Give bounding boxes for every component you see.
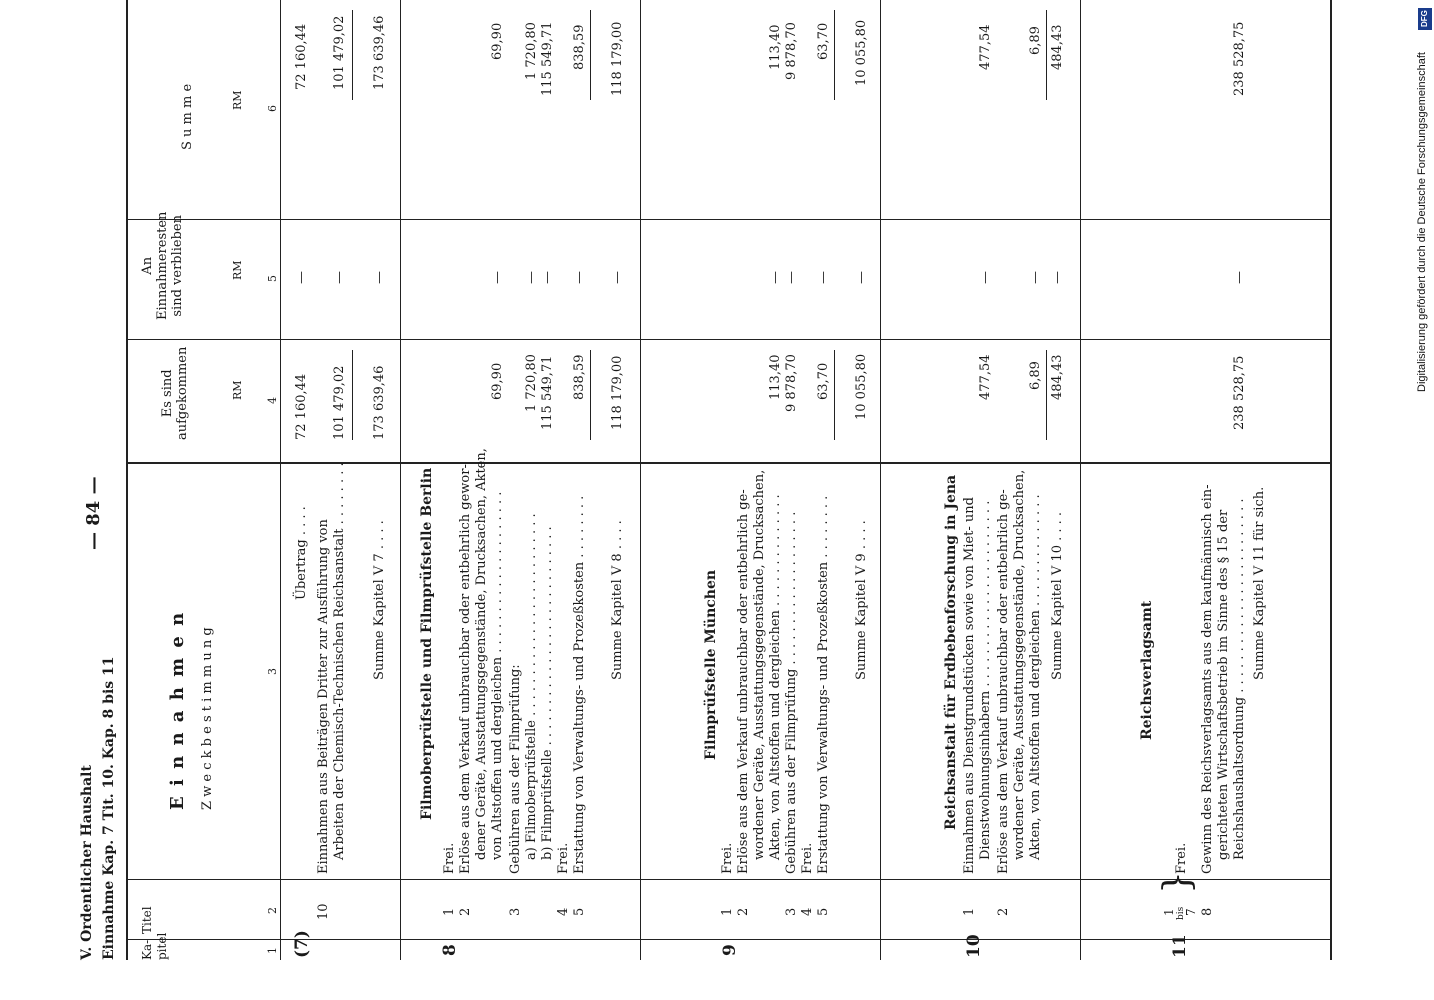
k10-title-1-text-1: Einnahmen aus Dienstgrundstücken sowie von Miet- und xyxy=(962,497,977,874)
k8-title-3b-col4: 115 549,71 xyxy=(540,355,555,430)
col2-header: Titel xyxy=(140,906,154,934)
sum-rule-k8-c4 xyxy=(590,350,591,440)
k11-title-1-number: 1 xyxy=(1162,908,1176,916)
page-number: — 84 — xyxy=(83,476,104,550)
k8-title-3b-text: b) Filmprüfstelle . . . . . . . . . . . . . . . . . . . . . . . . . . . xyxy=(540,526,555,860)
title-10-text-2: Arbeiten der Chemisch-Technischen Reichsanstalt . . . . . . . . xyxy=(332,462,347,860)
sum-rule-k8-c6 xyxy=(590,10,591,100)
title-10-number: 10 xyxy=(316,903,331,920)
col5-unit: RM xyxy=(231,260,244,280)
k10-title-2-text-3: Akten, von Altstoffen und dergleichen . . . . . . . . . . . . . . xyxy=(1028,494,1043,860)
col-divider-2 xyxy=(126,879,1330,880)
k8-title-3a-col6: 1 720,80 xyxy=(524,22,539,80)
sum-k8-col4: 118 179,00 xyxy=(610,355,625,430)
col5-dash-6: — xyxy=(540,271,555,284)
k9-title-1-number: 1 xyxy=(720,907,735,916)
col5-dash-11: — xyxy=(816,271,831,284)
k10-title-1-number: 1 xyxy=(962,907,977,916)
k9-title-2-text-2: wordener Geräte, Ausstattungsgegenstände, Drucksachen, xyxy=(752,469,767,860)
col5-dash-7: — xyxy=(572,271,587,284)
k11-title-8-text-2: gerichteten Wirtschaftsbetrieb im Sinne des § 15 der xyxy=(1216,509,1231,860)
k9-title-2-col4: 113,40 xyxy=(768,354,783,400)
running-head-2: Einnahme Kap. 7 Tit. 10. Kap. 8 bis 11 xyxy=(101,656,117,960)
col5-dash-10: — xyxy=(784,271,799,284)
k8-title-1-number: 1 xyxy=(442,907,457,916)
k8-title-2-text-3: von Altstoffen und dergleichen . . . . . . . . . . . . . . . . . . . . xyxy=(490,491,505,860)
k10-title-2-number: 2 xyxy=(996,907,1011,916)
col4-unit: RM xyxy=(231,380,244,400)
k9-title-4-text: Frei. xyxy=(800,842,815,874)
col-number-1: 1 xyxy=(266,947,279,954)
col5-dash-15: — xyxy=(1050,271,1065,284)
sum-rule-k7-c4 xyxy=(352,350,353,440)
k9-title-5-col4: 63,70 xyxy=(816,362,831,400)
header-bottom-rule xyxy=(280,0,281,960)
sum-k9-col4: 10 055,80 xyxy=(854,353,869,420)
col5-dash-2: — xyxy=(332,271,347,284)
running-head: V. Ordentlicher Haushalt xyxy=(79,765,95,960)
k9-title-5-text: Erstattung von Verwaltungs- und Prozeßkosten . . . . . . . . xyxy=(816,495,831,874)
k8-title-2-col6: 69,90 xyxy=(490,22,505,60)
k8-title-3a-text: a) Filmoberprüfstelle . . . . . . . . . . . . . . . . . . . . . . . . . xyxy=(524,513,539,860)
k8-title-1-text: Frei. xyxy=(442,842,457,874)
sum-rule-k9-c4 xyxy=(834,350,835,440)
k10-title-2-text-2: wordener Geräte, Ausstattungsgegenstände, Drucksachen, xyxy=(1012,469,1027,860)
sum-k10-col4: 484,43 xyxy=(1050,354,1065,400)
title-10-text-1: Einnahmen aus Beiträgen Dritter zur Ausführung von xyxy=(316,519,331,874)
col5-dash-8: — xyxy=(610,271,625,284)
k8-title-2-number: 2 xyxy=(458,907,473,916)
uebertrag-col6: 72 160,44 xyxy=(294,23,309,90)
k9-title-5-number: 5 xyxy=(816,907,831,916)
sum-k11-label: Summe Kapitel V 11 für sich. xyxy=(1252,486,1267,680)
k11-title-8-number: 8 xyxy=(1200,907,1215,916)
chapter-rule-8 xyxy=(640,0,641,960)
k11-title-8-col6: 238 528,75 xyxy=(1232,21,1247,96)
chapter-11-title: Reichsverlagsamt xyxy=(1139,600,1155,740)
col5-dash-14: — xyxy=(1028,271,1043,284)
chapter-11-label: 11 xyxy=(1170,934,1190,958)
chapter-rule-7 xyxy=(400,0,401,960)
sum-k7-col6: 173 639,46 xyxy=(372,15,387,90)
col6-header: S u m m e xyxy=(180,83,195,150)
document-page xyxy=(80,0,1360,960)
k9-title-2-text-3: Akten, von Altstoffen und dergleichen . . . . . . . . . . . . . . xyxy=(768,494,783,860)
k11-title-7-number: 7 xyxy=(1184,908,1198,916)
col3-subtitle: Z w e c k b e s t i m m u n g xyxy=(200,627,215,810)
k9-title-2-col6: 113,40 xyxy=(768,24,783,70)
k11-title-8-text-1: Gewinn des Reichsverlagsamts aus dem kaufmännisch ein- xyxy=(1200,484,1215,874)
col5-dash-9: — xyxy=(768,271,783,284)
chapter-8-label: 8 xyxy=(440,944,460,956)
sum-k9-col6: 10 055,80 xyxy=(854,19,869,86)
col-number-5: 5 xyxy=(266,275,279,282)
col-number-6: 6 xyxy=(266,105,279,112)
k11-brace: } xyxy=(1157,871,1198,894)
sum-k9-label: Summe Kapitel V 9 . . . . xyxy=(854,520,869,680)
k9-title-3-col6: 9 878,70 xyxy=(784,22,799,80)
sum-k7-label: Summe Kapitel V 7 . . . . xyxy=(372,520,387,680)
col5-dash-12: — xyxy=(854,271,869,284)
chapter-7-label: (7) xyxy=(292,930,312,958)
sum-rule-k9-c6 xyxy=(834,10,835,100)
k8-title-5-col4: 838,59 xyxy=(572,354,587,400)
chapter-8-title: Filmoberprüfstelle und Filmprüfstelle Berlin xyxy=(419,467,435,820)
col6-unit: RM xyxy=(231,90,244,110)
k10-title-2-col6: 6,89 xyxy=(1028,26,1043,55)
chapter-10-title: Reichsanstalt für Erdbebenforschung in Jena xyxy=(943,474,959,830)
k8-title-5-text: Erstattung von Verwaltungs- und Prozeßkosten . . . . . . . . xyxy=(572,495,587,874)
col5-dash-16: — xyxy=(1232,271,1247,284)
sum-k8-label: Summe Kapitel V 8 . . . . xyxy=(610,520,625,680)
k8-title-3-number: 3 xyxy=(508,907,523,916)
k8-title-5-col6: 838,59 xyxy=(572,24,587,70)
table-top-rule xyxy=(126,0,128,960)
dfg-logo: DFG xyxy=(1418,8,1432,30)
col-number-4: 4 xyxy=(266,397,279,404)
col4-header: Es sind aufgekommen xyxy=(160,346,190,440)
col-divider-4 xyxy=(126,339,1330,340)
col5-dash-1: — xyxy=(294,271,309,284)
k9-title-4-number: 4 xyxy=(800,907,815,916)
k9-title-2-number: 2 xyxy=(736,907,751,916)
k10-title-1-text-2: Dienstwohnungsinhabern . . . . . . . . . . . . . . . . . . . . . . . xyxy=(978,500,993,860)
k10-title-1-col6: 477,54 xyxy=(978,24,993,70)
chapter-9-title: Filmprüfstelle München xyxy=(703,569,719,760)
k8-title-3-text: Gebühren aus der Filmprüfung: xyxy=(508,664,523,874)
col5-dash-3: — xyxy=(372,271,387,284)
k11-title-8-col4: 238 528,75 xyxy=(1232,355,1247,430)
col5-dash-5: — xyxy=(524,271,539,284)
k8-title-3b-col6: 115 549,71 xyxy=(540,21,555,96)
k9-title-5-col6: 63,70 xyxy=(816,22,831,60)
k8-title-5-number: 5 xyxy=(572,907,587,916)
k8-title-4-text: Frei. xyxy=(556,842,571,874)
k9-title-2-text-1: Erlöse aus dem Verkauf unbrauchbar oder entbehrlich ge- xyxy=(736,489,751,874)
k8-title-2-col4: 69,90 xyxy=(490,362,505,400)
sum-k7-col4: 173 639,46 xyxy=(372,365,387,440)
k9-title-3-col4: 9 878,70 xyxy=(784,354,799,412)
col5-dash-13: — xyxy=(978,271,993,284)
k9-title-3-text: Gebühren aus der Filmprüfung . . . . . . . . . . . . . . . . . . . xyxy=(784,511,799,874)
k11-bis: bis xyxy=(1176,906,1186,920)
chapter-rule-10 xyxy=(1080,0,1081,960)
title-10-col6: 101 479,02 xyxy=(332,15,347,90)
col-number-2: 2 xyxy=(266,907,279,914)
k8-title-2-text-2: dener Geräte, Ausstattungsgegenstände, Drucksachen, Akten, xyxy=(474,448,489,860)
col-number-3: 3 xyxy=(266,668,279,675)
sum-rule-k10-c6 xyxy=(1046,10,1047,100)
col3-title: E i n n a h m e n xyxy=(167,610,188,810)
k9-title-3-number: 3 xyxy=(784,907,799,916)
k8-title-3a-col4: 1 720,80 xyxy=(524,354,539,412)
k8-title-2-text-1: Erlöse aus dem Verkauf unbrauchbar oder entbehrlich gewor- xyxy=(458,464,473,874)
uebertrag-col4: 72 160,44 xyxy=(294,373,309,440)
uebertrag-label: Übertrag . . . . xyxy=(294,506,309,600)
k10-title-2-text-1: Erlöse aus dem Verkauf unbrauchbar oder entbehrlich ge- xyxy=(996,489,1011,874)
chapter-9-label: 9 xyxy=(720,944,740,956)
col-divider-3 xyxy=(126,462,1330,464)
table-bottom-rule xyxy=(1330,0,1332,960)
col1-header: Ka- pitel xyxy=(140,932,169,960)
dfg-funding-note: Digitalisierung gefördert durch die Deutsche Forschungsgemeinschaft xyxy=(1416,52,1428,392)
k8-title-4-number: 4 xyxy=(556,907,571,916)
chapter-rule-9 xyxy=(880,0,881,960)
sum-k10-col6: 484,43 xyxy=(1050,24,1065,70)
k10-title-1-col4: 477,54 xyxy=(978,354,993,400)
sum-k10-label: Summe Kapitel V 10 . . . . xyxy=(1050,511,1065,680)
title-10-col4: 101 479,02 xyxy=(332,365,347,440)
k10-title-2-col4: 6,89 xyxy=(1028,361,1043,390)
col5-header: An Einnahmeresten sind verblieben xyxy=(140,211,185,320)
col-divider-5 xyxy=(126,219,1330,220)
k11-title-1-7-text: Frei. xyxy=(1174,842,1189,874)
sum-k8-col6: 118 179,00 xyxy=(610,21,625,96)
col5-dash-4: — xyxy=(490,271,505,284)
k9-title-1-text: Frei. xyxy=(720,842,735,874)
k11-title-8-text-3: Reichshaushaltsordnung . . . . . . . . . . . . . . . . . . . . . . . . xyxy=(1232,498,1247,860)
sum-rule-k7-c6 xyxy=(352,10,353,100)
chapter-10-label: 10 xyxy=(964,934,984,958)
sum-rule-k10-c4 xyxy=(1046,350,1047,440)
